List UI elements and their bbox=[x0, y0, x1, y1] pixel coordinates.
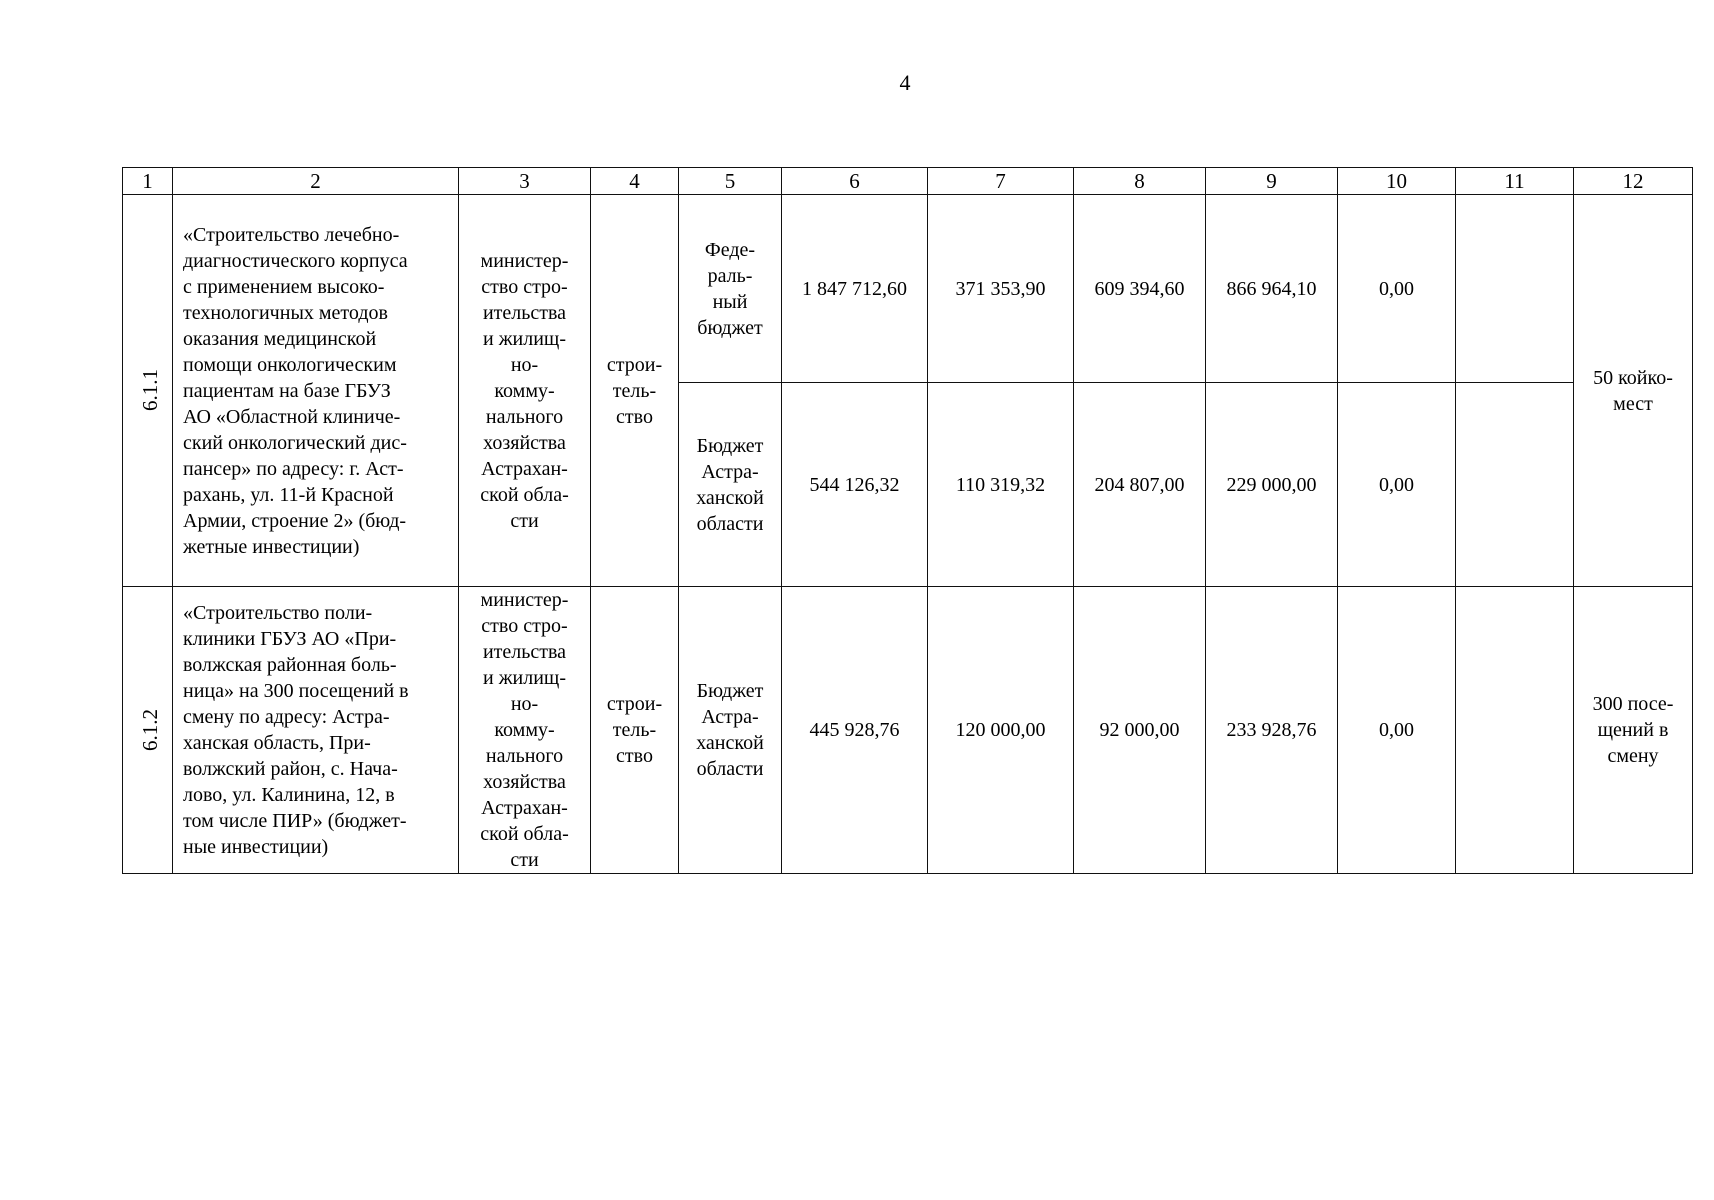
header-cell-5: 5 bbox=[679, 168, 782, 195]
executor-cell: министер- ство стро- ительства и жилищ- но- комму- нального хозяйства Астрахан- ской обла- сти bbox=[459, 195, 591, 587]
col11-cell bbox=[1456, 587, 1574, 874]
col8-cell: 92 000,00 bbox=[1074, 587, 1206, 874]
work-type-cell: строи- тель- ство bbox=[591, 587, 679, 874]
col9-cell: 866 964,10 bbox=[1206, 195, 1338, 383]
col8-cell: 204 807,00 bbox=[1074, 383, 1206, 587]
table-row bbox=[123, 587, 1693, 874]
col10-cell: 0,00 bbox=[1338, 195, 1456, 383]
header-cell-4: 4 bbox=[591, 168, 679, 195]
header-cell-10: 10 bbox=[1338, 168, 1456, 195]
header-cell-8: 8 bbox=[1074, 168, 1206, 195]
funding-source-cell: Феде- раль- ный бюджет bbox=[679, 195, 782, 383]
table-row bbox=[123, 195, 1693, 383]
funding-source-cell: Бюджет Астра- ханской области bbox=[679, 383, 782, 587]
row-code-cell bbox=[123, 195, 173, 587]
col7-cell: 120 000,00 bbox=[928, 587, 1074, 874]
budget-table bbox=[122, 167, 1693, 874]
header-cell-9: 9 bbox=[1206, 168, 1338, 195]
col9-cell: 229 000,00 bbox=[1206, 383, 1338, 587]
header-cell-3: 3 bbox=[459, 168, 591, 195]
col7-cell: 110 319,32 bbox=[928, 383, 1074, 587]
header-cell-11: 11 bbox=[1456, 168, 1574, 195]
header-cell-12: 12 bbox=[1574, 168, 1693, 195]
header-row bbox=[123, 168, 1693, 195]
work-type-cell: строи- тель- ство bbox=[591, 195, 679, 587]
header-cell-6: 6 bbox=[782, 168, 928, 195]
funding-source-cell: Бюджет Астра- ханской области bbox=[679, 587, 782, 874]
header-cell-7: 7 bbox=[928, 168, 1074, 195]
col9-cell: 233 928,76 bbox=[1206, 587, 1338, 874]
col10-cell: 0,00 bbox=[1338, 587, 1456, 874]
col11-cell bbox=[1456, 195, 1574, 383]
object-name-cell: «Строительство поли- клиники ГБУЗ АО «При- волжская районная боль- ница» на 300 посещений в смену по адресу: Астра- ханская область, При- волжский район, с. Нача- лово, ул. Калинина, 12, в том числе ПИР» (бюджет- ные инвестиции) bbox=[173, 587, 459, 874]
col8-cell: 609 394,60 bbox=[1074, 195, 1206, 383]
row-code-cell bbox=[123, 587, 173, 874]
col10-cell: 0,00 bbox=[1338, 383, 1456, 587]
col7-cell: 371 353,90 bbox=[928, 195, 1074, 383]
executor-cell: министер- ство стро- ительства и жилищ- но- комму- нального хозяйства Астрахан- ской обла- сти bbox=[459, 587, 591, 874]
header-cell-2: 2 bbox=[173, 168, 459, 195]
row-code: 6.1.1 bbox=[138, 369, 162, 411]
col6-cell: 445 928,76 bbox=[782, 587, 928, 874]
page-number: 4 bbox=[899, 70, 911, 95]
col11-cell bbox=[1456, 383, 1574, 587]
header-cell-1: 1 bbox=[123, 168, 173, 195]
col6-cell: 544 126,32 bbox=[782, 383, 928, 587]
result-cell: 300 посе- щений в смену bbox=[1574, 587, 1693, 874]
result-cell: 50 койко- мест bbox=[1574, 195, 1693, 587]
col6-cell: 1 847 712,60 bbox=[782, 195, 928, 383]
object-name-cell: «Строительство лечебно- диагностического корпуса с применением высоко- технологичных методов оказания медицинской помощи онкологическим пациентам на базе ГБУЗ АО «Областной клиниче- ский онкологический дис- пансер» по адресу: г. Аст- рахань, ул. 11-й Красной Армии, строение 2» (бюд- жетные инвестиции) bbox=[173, 195, 459, 587]
row-code: 6.1.2 bbox=[138, 708, 162, 751]
